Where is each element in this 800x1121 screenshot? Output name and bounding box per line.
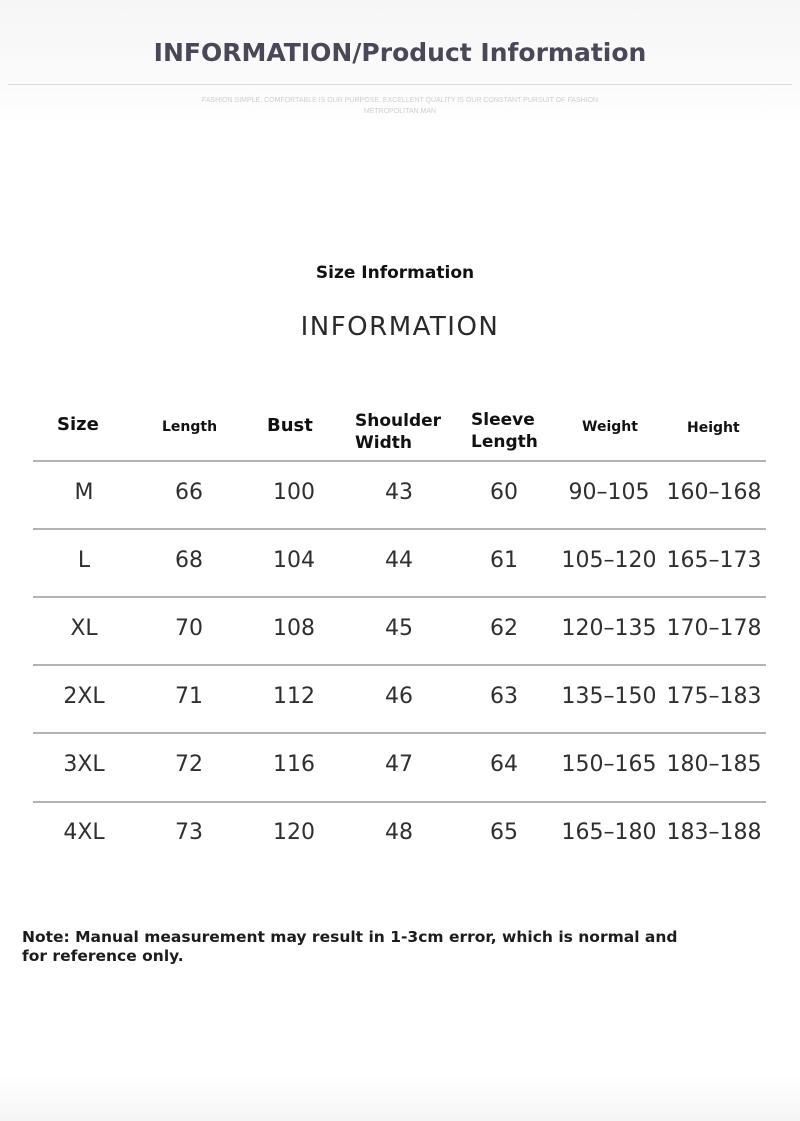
table-cell-height: 175–183 bbox=[666, 684, 762, 709]
table-cell-sleeve-length: 61 bbox=[490, 548, 518, 573]
table-cell-length: 72 bbox=[175, 752, 203, 777]
table-cell-bust: 108 bbox=[273, 616, 315, 641]
table-cell-weight: 105–120 bbox=[561, 548, 657, 573]
size-information-label: Size Information bbox=[315, 263, 475, 283]
table-cell-shoulder-width: 46 bbox=[385, 684, 413, 709]
footer-strip bbox=[0, 1075, 800, 1121]
page-title: INFORMATION/Product Information bbox=[153, 38, 647, 67]
table-cell-sleeve-length: 63 bbox=[490, 684, 518, 709]
table-cell-size: M bbox=[74, 480, 94, 505]
table-divider bbox=[33, 528, 766, 530]
information-heading: INFORMATION bbox=[300, 312, 500, 342]
table-divider bbox=[33, 596, 766, 598]
table-cell-length: 66 bbox=[175, 480, 203, 505]
table-cell-bust: 104 bbox=[273, 548, 315, 573]
table-cell-bust: 116 bbox=[273, 752, 315, 777]
table-cell-size: 2XL bbox=[63, 684, 105, 709]
table-cell-weight: 120–135 bbox=[561, 616, 657, 641]
table-cell-size: 4XL bbox=[63, 820, 105, 845]
table-divider bbox=[33, 664, 766, 666]
table-cell-height: 170–178 bbox=[666, 616, 762, 641]
header-tagline: FASHION SIMPLE, COMFORTABLE IS OUR PURPOSE, EXCELLENT QUALITY IS OUR CONSTANT PURSUIT OF FASHION METROPOLITAN MAN bbox=[201, 97, 599, 115]
table-cell-length: 68 bbox=[175, 548, 203, 573]
table-divider bbox=[33, 732, 766, 734]
column-header-sleeve-length: Sleeve Length bbox=[471, 410, 538, 452]
column-header-size: Size bbox=[57, 414, 99, 435]
table-cell-height: 183–188 bbox=[666, 820, 762, 845]
table-cell-sleeve-length: 65 bbox=[490, 820, 518, 845]
table-cell-sleeve-length: 64 bbox=[490, 752, 518, 777]
table-cell-weight: 135–150 bbox=[561, 684, 657, 709]
column-header-bust: Bust bbox=[267, 415, 313, 436]
table-cell-size: 3XL bbox=[63, 752, 105, 777]
table-cell-length: 73 bbox=[175, 820, 203, 845]
table-cell-shoulder-width: 47 bbox=[385, 752, 413, 777]
column-header-height: Height bbox=[687, 420, 740, 436]
table-cell-height: 165–173 bbox=[666, 548, 762, 573]
header-banner bbox=[0, 0, 800, 125]
table-cell-length: 70 bbox=[175, 616, 203, 641]
table-cell-sleeve-length: 62 bbox=[490, 616, 518, 641]
table-cell-bust: 100 bbox=[273, 480, 315, 505]
table-cell-weight: 90–105 bbox=[568, 480, 650, 505]
table-cell-length: 71 bbox=[175, 684, 203, 709]
table-cell-shoulder-width: 44 bbox=[385, 548, 413, 573]
header-divider bbox=[8, 84, 792, 85]
measurement-note: Note: Manual measurement may result in 1-3cm error, which is normal and for reference only. bbox=[22, 928, 678, 965]
table-cell-bust: 120 bbox=[273, 820, 315, 845]
column-header-weight: Weight bbox=[582, 419, 638, 435]
table-cell-shoulder-width: 48 bbox=[385, 820, 413, 845]
table-divider bbox=[33, 801, 766, 803]
table-cell-weight: 150–165 bbox=[561, 752, 657, 777]
table-cell-height: 160–168 bbox=[666, 480, 762, 505]
table-cell-height: 180–185 bbox=[666, 752, 762, 777]
table-cell-size: L bbox=[77, 548, 91, 573]
table-cell-size: XL bbox=[70, 616, 98, 641]
column-header-length: Length bbox=[162, 419, 218, 435]
table-divider bbox=[33, 460, 766, 462]
table-cell-sleeve-length: 60 bbox=[490, 480, 518, 505]
table-cell-weight: 165–180 bbox=[561, 820, 657, 845]
table-cell-shoulder-width: 43 bbox=[385, 480, 413, 505]
table-cell-bust: 112 bbox=[273, 684, 315, 709]
column-header-shoulder-width: Shoulder Width bbox=[355, 411, 442, 453]
table-cell-shoulder-width: 45 bbox=[385, 616, 413, 641]
